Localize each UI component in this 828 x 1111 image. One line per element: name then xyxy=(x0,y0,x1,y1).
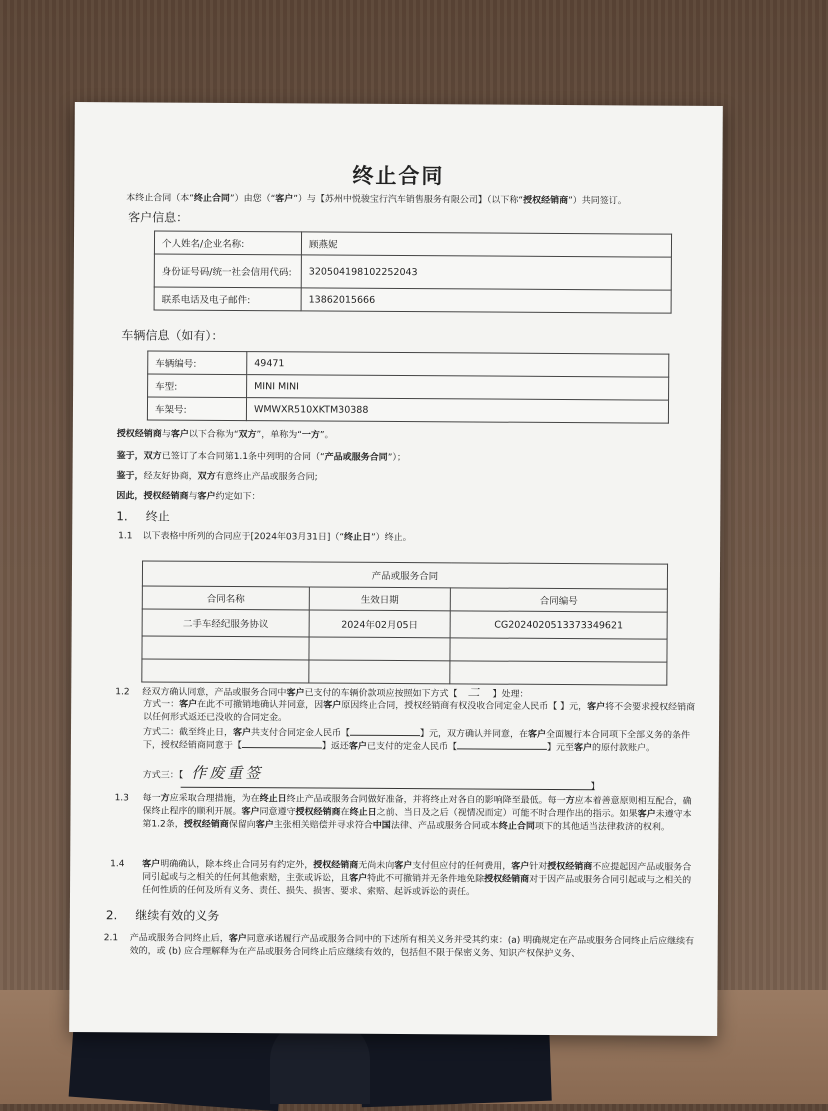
whereas-label: 鉴于， xyxy=(116,471,144,482)
table-row xyxy=(142,659,667,685)
blank-field xyxy=(242,747,322,748)
clause-number: 1.3 xyxy=(114,793,129,804)
term-dealer: 授权经销商 xyxy=(523,195,569,207)
customer-label: 身份证号码/统一社会信用代码: xyxy=(154,254,301,288)
therefore-text: 约定如下： xyxy=(215,491,261,503)
vehicle-value: MINI MINI xyxy=(247,375,669,401)
term-dealer: 授权经销商 xyxy=(484,874,530,885)
term-client: 客户 xyxy=(255,820,274,831)
term-client: 客户 xyxy=(142,859,161,870)
clause-text: 产品或服务合同终止后， xyxy=(129,933,229,944)
clause-1-1 xyxy=(118,530,412,545)
parties-line xyxy=(117,428,334,442)
table-cell xyxy=(142,659,309,683)
contract-paper xyxy=(69,102,723,1036)
term-client: 客户 xyxy=(228,933,247,945)
clause-text: 每一 xyxy=(142,793,161,804)
method-3-underline xyxy=(181,787,595,791)
term-client: 客户 xyxy=(241,807,260,818)
method-text: 方式二：截至终止日， xyxy=(142,727,234,739)
clause-text: 项下的其他适当法律救济的权利。 xyxy=(534,821,670,833)
whereas-label: 鉴于， xyxy=(116,451,144,462)
term-client: 客户 xyxy=(197,491,216,502)
clause-text: 特此不可撤销并无条件地免除 xyxy=(367,873,485,885)
therefore-line xyxy=(116,490,260,504)
whereas-text: 经友好协商， xyxy=(143,471,198,482)
term-both: 双方 xyxy=(197,471,216,482)
clause-text: 应本着善意原则相互配合，确保终止程序的顺利开展。 xyxy=(142,796,692,818)
term-client: 客户 xyxy=(275,194,294,205)
table-header: 合同编号 xyxy=(450,588,667,612)
method-text: 】元至 xyxy=(546,742,575,754)
term-client: 客户 xyxy=(528,729,547,740)
method-1 xyxy=(143,698,699,727)
table-row xyxy=(148,374,669,400)
blank-field xyxy=(350,735,420,736)
clause-number: 1.1 xyxy=(118,531,133,542)
table-row xyxy=(148,351,669,377)
method-text: 】返还 xyxy=(321,741,349,752)
term-dealer: 授权经销商 xyxy=(183,819,229,830)
table-cell: CG202402051337334962​1 xyxy=(450,611,667,639)
clause-number: 1.2 xyxy=(115,687,130,698)
intro-paragraph xyxy=(126,192,716,209)
term-product-contract: 产品或服务合同 xyxy=(324,452,388,463)
method-text: 全面履行本合同项下全部义务的条件下，授权经销商同意于【 xyxy=(142,729,691,752)
handwritten-annotation: 作废重签 xyxy=(191,763,264,783)
customer-label: 联系电话及电子邮件: xyxy=(154,287,301,311)
document-title: 终止合同 xyxy=(352,163,445,189)
term-client: 客户 xyxy=(232,728,252,739)
method-text: 原因终止合同，授权经销商有权没收合同定金人民币【 】元， xyxy=(341,700,588,713)
term-dealer: 授权经销商 xyxy=(143,491,189,502)
section-number: 2. xyxy=(105,908,118,923)
term-client: 客户 xyxy=(348,741,367,752)
whereas-text: 有意终止产品或服务合同; xyxy=(215,471,318,483)
handwritten-choice: 二 xyxy=(467,685,483,700)
table-header: 合同名称 xyxy=(142,586,309,610)
therefore-label: 因此， xyxy=(116,491,144,502)
intro-text: 本终止合同（本“ xyxy=(126,193,194,204)
term-client: 客户 xyxy=(323,700,342,711)
customer-info-table xyxy=(154,231,672,314)
parties-text: 与 xyxy=(161,429,171,440)
clause-text: 同意承诺履行产品或服务合同中的下述所有相关义务并受其约束：(a) 明确规定在产品或服务合同终止后应继续有效的，或 (b) 应合理解释为在产品或服务合同终止后应继续有效的，包括但不限于保密义务、知识产权保护义务、 xyxy=(129,934,695,960)
table-caption: 产品或服务合同 xyxy=(142,561,667,589)
term-termination-date: 终止日 xyxy=(343,532,372,543)
term-party: 方 xyxy=(565,796,575,807)
term-client: 客户 xyxy=(286,688,305,699)
clause-2-1 xyxy=(130,932,698,961)
term-client: 客户 xyxy=(587,702,606,713)
vehicle-label: 车辆编号: xyxy=(148,351,247,375)
whereas-2 xyxy=(117,470,318,484)
term-dealer: 授权经销商 xyxy=(547,861,593,873)
term-party: 方 xyxy=(160,793,170,804)
section-number: 1. xyxy=(116,509,128,524)
clause-text: 】处理： xyxy=(492,689,529,700)
vehicle-info-table xyxy=(147,350,669,423)
table-row xyxy=(142,609,667,639)
method-text: 共支付合同定金人民币【 xyxy=(250,728,351,739)
clause-text: 针对 xyxy=(529,861,548,872)
clause-text: 主张相关赔偿并寻求符合 xyxy=(273,820,373,831)
whereas-1 xyxy=(117,450,406,465)
table-row xyxy=(154,254,671,290)
table-cell: 二手车经纪服务协议 xyxy=(142,609,309,637)
clause-text: 终止产品或服务合同做好准备，并将终止对各自的影响降至最低。每一 xyxy=(286,794,566,807)
method-3-end: 】 xyxy=(590,782,600,793)
section-1-heading xyxy=(116,507,170,524)
method-2 xyxy=(143,726,699,755)
vehicle-label: 车架号: xyxy=(147,397,246,421)
table-header: 生效日期 xyxy=(309,587,450,611)
method-text: 方式一： xyxy=(143,699,180,710)
term-both: 双方 xyxy=(143,451,162,462)
term-one: 一方 xyxy=(301,430,320,441)
method-text: 在此不可撤销地确认并同意，因 xyxy=(197,699,324,711)
clause-text: 不应提起因产品或服务合同引起或与之相关的任何其他索赔，主张或诉讼，且 xyxy=(142,862,692,884)
term-both: 双方 xyxy=(238,430,257,441)
clause-number: 1.4 xyxy=(110,859,125,870)
whereas-text: 已签订了本合同第1.1条中列明的合同（“ xyxy=(161,451,325,463)
clause-text: 对于因产品或服务合同引起或与之相关的任何性质的任何及所有义务、责任、损失、损害、要求、索赔、起诉或诉讼的责任。 xyxy=(142,874,692,898)
customer-label: 个人姓名/企业名称: xyxy=(154,231,301,255)
table-row xyxy=(147,397,668,423)
term-client: 客户 xyxy=(511,861,530,872)
table-cell xyxy=(450,638,667,662)
clause-text: 明确确认，除本终止合同另有约定外， xyxy=(160,859,314,871)
table-cell: 2024年02月05日 xyxy=(309,610,450,638)
clause-text: 未遵守本第1.2条， xyxy=(142,809,692,830)
parties-text: 以下合称为“ xyxy=(188,429,239,441)
method-text: 】元，双方确认并同意，在 xyxy=(420,729,529,740)
therefore-text: 与 xyxy=(188,491,198,502)
term-dealer: 授权经销商 xyxy=(313,860,359,871)
table-row xyxy=(154,287,671,313)
term-client: 客户 xyxy=(394,860,413,872)
intro-text: ”）共同签订。 xyxy=(568,196,627,207)
term-dealer: 授权经销商 xyxy=(116,429,162,440)
intro-text: ”）与【苏州中悦骏宝行汽车销售服务有限公司】（以下称“ xyxy=(293,194,524,206)
clause-text: 已支付的车辆价款项应按照如下方式【 xyxy=(304,688,458,700)
vehicle-label: 车型: xyxy=(148,374,247,398)
section-title: 继续有效的义务 xyxy=(135,908,220,923)
customer-value: 320504198102252043 xyxy=(301,255,671,290)
term-client: 客户 xyxy=(349,873,368,884)
table-row xyxy=(142,636,667,662)
customer-info-heading: 客户信息： xyxy=(128,210,189,225)
term-contract: 终止合同 xyxy=(498,821,535,832)
method-text: 已支付的定金人民币【 xyxy=(366,741,458,753)
section-2-heading xyxy=(106,906,220,924)
method-text: 方式三：【 xyxy=(142,770,184,781)
term-termination-date: 终止日 xyxy=(259,794,287,805)
term-client: 客户 xyxy=(179,699,198,710)
term-china: 中国 xyxy=(372,820,391,831)
section-title: 终止 xyxy=(145,509,170,524)
clause-1-3 xyxy=(142,792,698,834)
customer-value: 13862015666 xyxy=(301,288,671,313)
clause-text: 保留向 xyxy=(228,819,256,831)
clause-text: 以下表格中所列的合同应于[2024年03月31日]（“ xyxy=(142,531,345,543)
vehicle-value: 49471 xyxy=(247,352,669,378)
vehicle-info-heading: 车辆信息（如有）： xyxy=(121,328,224,343)
clause-text: 无尚未向 xyxy=(358,860,395,871)
method-3 xyxy=(142,763,613,785)
clause-text: 经双方确认同意，产品或服务合同中 xyxy=(142,687,287,699)
term-client: 客户 xyxy=(637,809,656,820)
term-dealer: 授权经销商 xyxy=(295,807,341,818)
vehicle-value: WMWXR510XKTM30388 xyxy=(246,398,668,424)
method-text: 的原付款账户。 xyxy=(591,743,656,754)
product-contract-table xyxy=(141,560,668,685)
term-termination-date: 终止日 xyxy=(349,807,377,818)
term-contract: 终止合同 xyxy=(193,193,230,204)
whereas-text: ”）； xyxy=(387,452,406,464)
intro-text: ”）由您（“ xyxy=(229,193,276,205)
clause-text: ”）终止。 xyxy=(371,532,412,544)
table-cell xyxy=(309,660,450,684)
table-cell xyxy=(450,661,667,685)
table-cell xyxy=(142,636,309,660)
table-header-row xyxy=(142,586,667,612)
parties-text: ”，单称为“ xyxy=(256,430,302,441)
customer-value: 顾燕妮 xyxy=(301,232,671,257)
clause-text: 支付但应付的任何费用， xyxy=(412,861,512,872)
clause-text: 应采取合理措施，为在 xyxy=(169,793,260,805)
blank-field xyxy=(457,748,547,750)
table-row xyxy=(154,231,671,257)
clause-text: 法律、产品或服务合同或本 xyxy=(390,820,499,832)
table-cell xyxy=(309,637,450,661)
method-text: 将不会要求授权经销商以任何形式返还已没收的合同定金。 xyxy=(143,702,696,724)
clause-number: 2.1 xyxy=(103,933,119,944)
term-client: 客户 xyxy=(573,743,593,754)
table-row xyxy=(142,561,667,589)
parties-text: ”。 xyxy=(319,430,334,441)
clause-1-4 xyxy=(142,858,698,900)
clause-text: 在 xyxy=(340,807,350,818)
term-client: 客户 xyxy=(170,429,189,440)
clause-text: 同意遵守 xyxy=(259,807,296,818)
clause-text: 之前、当日及之后（视情况而定）可能不时合理作出的指示。如果 xyxy=(376,807,638,820)
